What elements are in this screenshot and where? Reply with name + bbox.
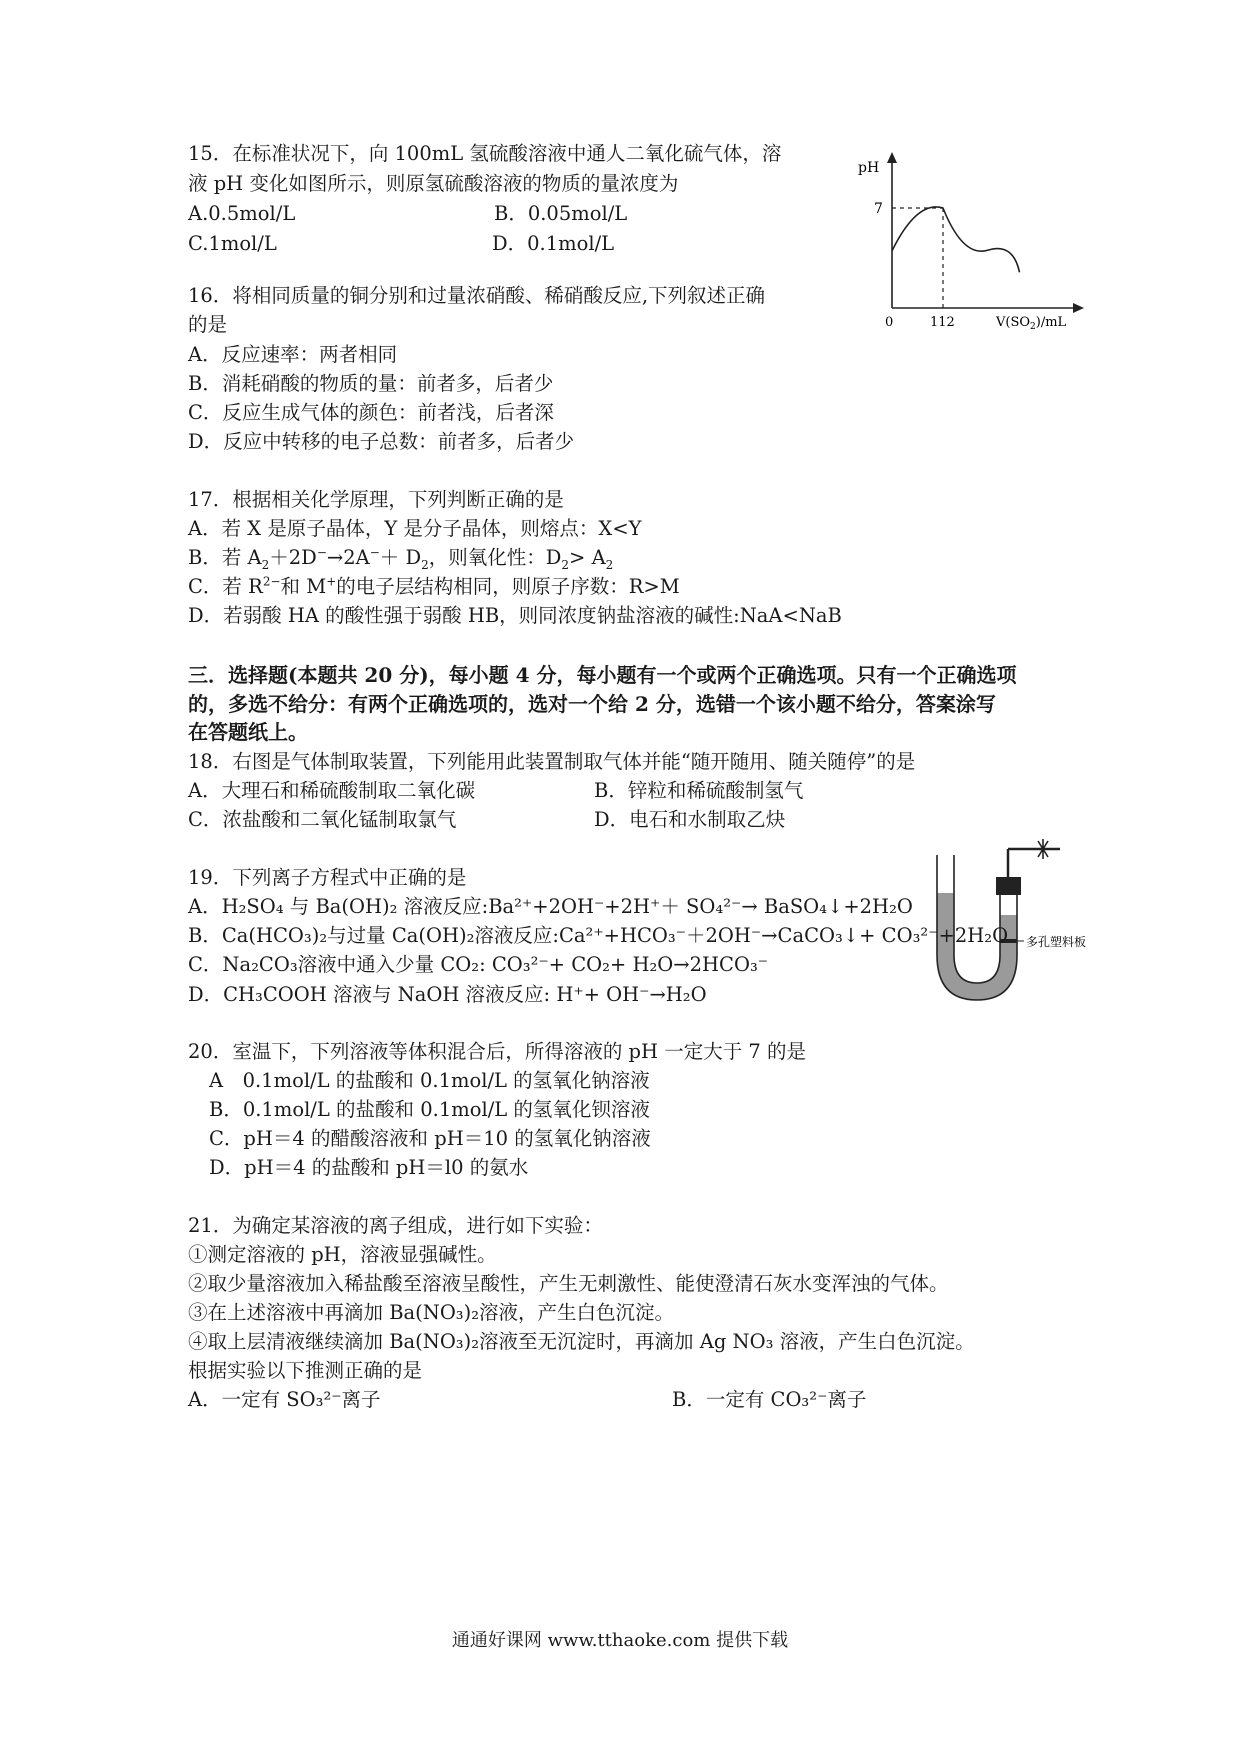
q19-option-c: C．Na₂CO₃溶液中通入少量 CO₂: CO₃²⁻+ CO₂+ H₂O→2HCO₃⁻	[188, 953, 769, 976]
q21-option-a: A．一定有 SO₃²⁻离子	[188, 1388, 381, 1411]
section3-heading-line2: 的，多选不给分：有两个正确选项的，选对一个给 2 分，选错一个该小题不给分，答案涂写	[188, 692, 996, 716]
q18-stem: 18．右图是气体制取装置，下列能用此装置制取气体并能“随开随用、随关随停”的是	[188, 750, 916, 773]
q21-stem: 21．为确定某溶液的离子组成，进行如下实验：	[188, 1214, 603, 1237]
x-axis-label: $V(SO_2)/mL$	[996, 315, 1067, 332]
u-tube-inner-wall	[954, 855, 1000, 983]
q20-option-c: C．pH＝4 的醋酸溶液和 pH＝10 的氢氧化钠溶液	[209, 1127, 651, 1150]
q15-option-b: B．0.05mol/L	[494, 202, 628, 225]
q17-option-a: A．若 X 是原子晶体，Y 是分子晶体，则熔点：X<Y	[188, 517, 642, 540]
origin-label: 0	[885, 315, 894, 330]
q21-conclusion-prompt: 根据实验以下推测正确的是	[188, 1359, 423, 1382]
q16-option-c: C．反应生成气体的颜色：前者浅，后者深	[188, 401, 554, 424]
ph-curve	[892, 207, 1020, 272]
q15-option-d: D．0.1mol/L	[492, 232, 615, 255]
q17-option-d: D．若弱酸 HA 的酸性强于弱酸 HB，则同浓度钠盐溶液的碱性:NaA<NaB	[188, 604, 842, 627]
q18-option-d: D．电石和水制取乙炔	[594, 808, 786, 831]
q15-option-c: C.1mol/L	[188, 232, 277, 255]
q16-stem-line2: 的是	[188, 313, 228, 336]
rubber-stopper	[996, 877, 1021, 895]
q21-step-4: ④取上层清液继续滴加 Ba(NO₃)₂溶液至无沉淀时，再滴加 Ag NO₃ 溶液，产生白色沉淀。	[188, 1330, 975, 1353]
y-axis-label: pH	[858, 160, 880, 176]
q18-option-b: B．锌粒和稀硫酸制氢气	[594, 779, 804, 802]
q19-option-a: A．H₂SO₄ 与 Ba(OH)₂ 溶液反应:Ba²⁺+2OH⁻+2H⁺＋ SO₄²⁻→ BaSO₄↓+2H₂O	[188, 895, 913, 918]
u-tube-apparatus	[920, 835, 1090, 1010]
q15-stem-line2: 液 pH 变化如图所示，则原氢硫酸溶液的物质的量浓度为	[188, 172, 679, 195]
q15-option-a: A.0.5mol/L	[188, 202, 296, 225]
q19-option-b: B．Ca(HCO₃)₂与过量 Ca(OH)₂溶液反应:Ca²⁺+HCO₃⁻＋2OH⁻→CaCO₃↓+ CO₃²⁻+2H₂O	[188, 924, 1009, 947]
q16-stem-line1: 16．将相同质量的铜分别和过量浓硝酸、稀硝酸反应,下列叙述正确	[188, 284, 766, 307]
section3-heading-line1: 三．选择题(本题共 20 分)，每小题 4 分，每小题有一个或两个正确选项。只有一个正确选项	[188, 663, 1017, 687]
section3-heading-line3: 在答题纸上。	[188, 720, 308, 744]
page-footer: 通通好课网 www.tthaoke.com 提供下载	[451, 1630, 789, 1651]
q18-option-a: A．大理石和稀硫酸制取二氧化碳	[188, 779, 476, 802]
q21-step-2: ②取少量溶液加入稀盐酸至溶液呈酸性，产生无刺激性、能使澄清石灰水变浑浊的气体。	[188, 1272, 949, 1295]
q17-option-b: B．若 $A_2+2D^-\to 2A^-+ D_2$，则氧化性：$D_2> A_2$	[188, 545, 614, 572]
q20-option-b: B．0.1mol/L 的盐酸和 0.1mol/L 的氢氧化钡溶液	[209, 1098, 650, 1121]
x-tick-112: 112	[930, 315, 955, 330]
q16-option-b: B．消耗硝酸的物质的量：前者多，后者少	[188, 372, 554, 395]
q21-step-3: ③在上述溶液中再滴加 Ba(NO₃)₂溶液，产生白色沉淀。	[188, 1301, 675, 1324]
q20-stem: 20．室温下，下列溶液等体积混合后，所得溶液的 pH 一定大于 7 的是	[188, 1040, 807, 1063]
apparatus-label: 多孔塑料板	[1026, 935, 1087, 949]
q20-option-d: D．pH＝4 的盐酸和 pH＝l0 的氨水	[209, 1156, 529, 1179]
q19-option-d: D．CH₃COOH 溶液与 NaOH 溶液反应: H⁺+ OH⁻→H₂O	[188, 983, 707, 1006]
y-tick-7: 7	[874, 201, 883, 217]
y-axis-arrow	[887, 152, 897, 163]
q18-option-c: C．浓盐酸和二氧化锰制取氯气	[188, 808, 457, 831]
x-axis-arrow	[1073, 303, 1084, 313]
q16-option-a: A．反应速率：两者相同	[188, 343, 398, 366]
q21-step-1: ①测定溶液的 pH，溶液显强碱性。	[188, 1243, 497, 1266]
q17-stem: 17．根据相关化学原理，下列判断正确的是	[188, 488, 564, 511]
q16-option-d: D．反应中转移的电子总数：前者多，后者少	[188, 430, 575, 453]
q21-option-b: B．一定有 CO₃²⁻离子	[672, 1388, 867, 1411]
q15-stem-line1: 15．在标准状况下，向 100mL 氢硫酸溶液中通人二氧化硫气体，溶	[188, 142, 782, 165]
q19-stem: 19．下列离子方程式中正确的是	[188, 866, 467, 889]
ph-graph	[850, 150, 1090, 340]
q17-option-c: C．若 $R^{2-}$和 M+的电子层结构相同，则原子序数：R>M	[188, 574, 680, 598]
q20-option-a: A 0.1mol/L 的盐酸和 0.1mol/L 的氢氧化钠溶液	[209, 1069, 650, 1092]
